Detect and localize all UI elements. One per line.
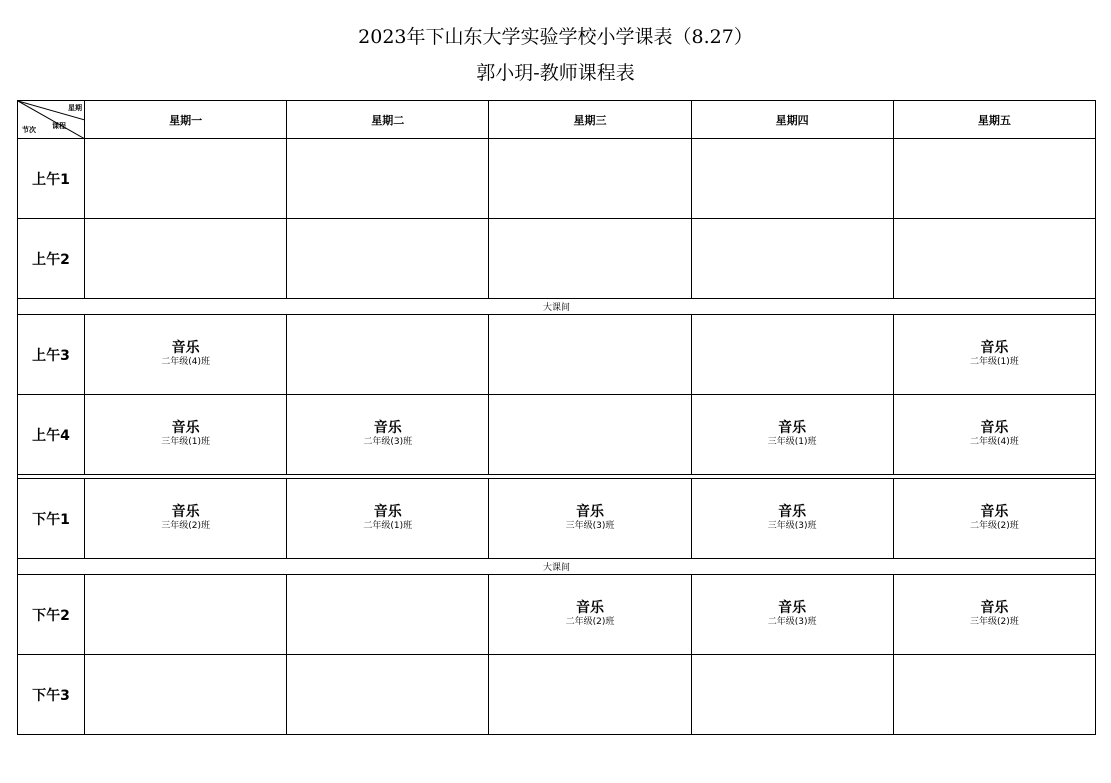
- class-name: 二年级(1)班: [970, 357, 1019, 367]
- corner-period-label: 节次: [22, 126, 36, 134]
- schedule-cell: [287, 575, 489, 655]
- page-subtitle: 郭小玥-教师课程表: [476, 62, 635, 84]
- class-name: 三年级(2)班: [161, 521, 210, 531]
- schedule-cell: [287, 655, 489, 735]
- day-header-wed: 星期三: [489, 101, 691, 139]
- schedule-table: [17, 100, 1096, 735]
- period-label: 下午1: [18, 479, 85, 559]
- class-name: 二年级(2)班: [565, 617, 615, 627]
- schedule-cell: [893, 575, 1095, 655]
- corner-week-label: 星期: [68, 104, 82, 112]
- schedule-cell: [489, 655, 691, 735]
- subject-name: 音乐: [980, 340, 1009, 356]
- schedule-cell: [893, 219, 1095, 299]
- schedule-cell: [489, 575, 691, 655]
- schedule-cell: [691, 139, 893, 219]
- schedule-cell: [893, 315, 1095, 395]
- subject-name: 音乐: [575, 600, 604, 616]
- break-row: [18, 559, 1096, 575]
- subject-name: 音乐: [778, 504, 807, 520]
- day-header-fri: 星期五: [893, 101, 1095, 139]
- class-name: 二年级(4)班: [161, 357, 210, 367]
- schedule-cell: [691, 655, 893, 735]
- schedule-cell: [287, 395, 489, 475]
- subject-name: 音乐: [171, 340, 200, 356]
- subject-name: 音乐: [575, 504, 604, 520]
- class-name: 三年级(3)班: [565, 521, 615, 531]
- schedule-cell: [691, 315, 893, 395]
- class-name: 三年级(3)班: [767, 521, 817, 531]
- break-label: 大课间: [18, 299, 1096, 315]
- schedule-cell: [893, 655, 1095, 735]
- schedule-cell: [85, 395, 287, 475]
- schedule-cell: [85, 655, 287, 735]
- schedule-cell: [489, 315, 691, 395]
- schedule-cell: [489, 139, 691, 219]
- schedule-cell: [85, 315, 287, 395]
- class-name: 三年级(1)班: [767, 437, 817, 447]
- class-name: 二年级(3)班: [767, 617, 817, 627]
- subject-name: 音乐: [171, 420, 200, 436]
- schedule-cell: [85, 575, 287, 655]
- page-title: 2023年下山东大学实验学校小学课表（8.27）: [358, 26, 753, 48]
- schedule-cell: [287, 479, 489, 559]
- class-name: 二年级(4)班: [970, 437, 1019, 447]
- header-row: [18, 101, 1096, 139]
- schedule-cell: [287, 315, 489, 395]
- schedule-cell: [893, 395, 1095, 475]
- break-label: 大课间: [18, 559, 1096, 575]
- schedule-cell: [489, 219, 691, 299]
- period-row: [18, 315, 1096, 395]
- period-label: 上午3: [18, 315, 85, 395]
- day-header-thu: 星期四: [691, 101, 893, 139]
- schedule-cell: [691, 479, 893, 559]
- day-header-tue: 星期二: [287, 101, 489, 139]
- period-label: 下午2: [18, 575, 85, 655]
- break-row: [18, 299, 1096, 315]
- class-name: 二年级(2)班: [970, 521, 1019, 531]
- period-row: [18, 479, 1096, 559]
- period-label: 上午2: [18, 219, 85, 299]
- schedule-cell: [691, 395, 893, 475]
- schedule-cell: [489, 395, 691, 475]
- corner-course-label: 课程: [52, 122, 66, 130]
- period-label: 上午4: [18, 395, 85, 475]
- schedule-cell: [85, 479, 287, 559]
- period-row: [18, 655, 1096, 735]
- class-name: 二年级(3)班: [363, 437, 413, 447]
- subject-name: 音乐: [778, 600, 807, 616]
- schedule-cell: [893, 139, 1095, 219]
- subject-name: 音乐: [778, 420, 807, 436]
- subject-name: 音乐: [373, 504, 402, 520]
- day-header-mon: 星期一: [85, 101, 287, 139]
- schedule-cell: [287, 139, 489, 219]
- class-name: 二年级(1)班: [363, 521, 413, 531]
- class-name: 三年级(1)班: [161, 437, 210, 447]
- class-name: 三年级(2)班: [970, 617, 1019, 627]
- schedule-cell: [85, 139, 287, 219]
- period-label: 上午1: [18, 139, 85, 219]
- period-row: [18, 575, 1096, 655]
- schedule-cell: [893, 479, 1095, 559]
- schedule-cell: [85, 219, 287, 299]
- subject-name: 音乐: [171, 504, 200, 520]
- subject-name: 音乐: [980, 504, 1009, 520]
- subject-name: 音乐: [373, 420, 402, 436]
- subject-name: 音乐: [980, 420, 1009, 436]
- subject-name: 音乐: [980, 600, 1009, 616]
- schedule-cell: [691, 575, 893, 655]
- period-row: [18, 139, 1096, 219]
- period-row: [18, 395, 1096, 475]
- schedule-cell: [287, 219, 489, 299]
- schedule-cell: [691, 219, 893, 299]
- corner-cell: [18, 101, 85, 139]
- schedule-cell: [489, 479, 691, 559]
- period-label: 下午3: [18, 655, 85, 735]
- period-row: [18, 219, 1096, 299]
